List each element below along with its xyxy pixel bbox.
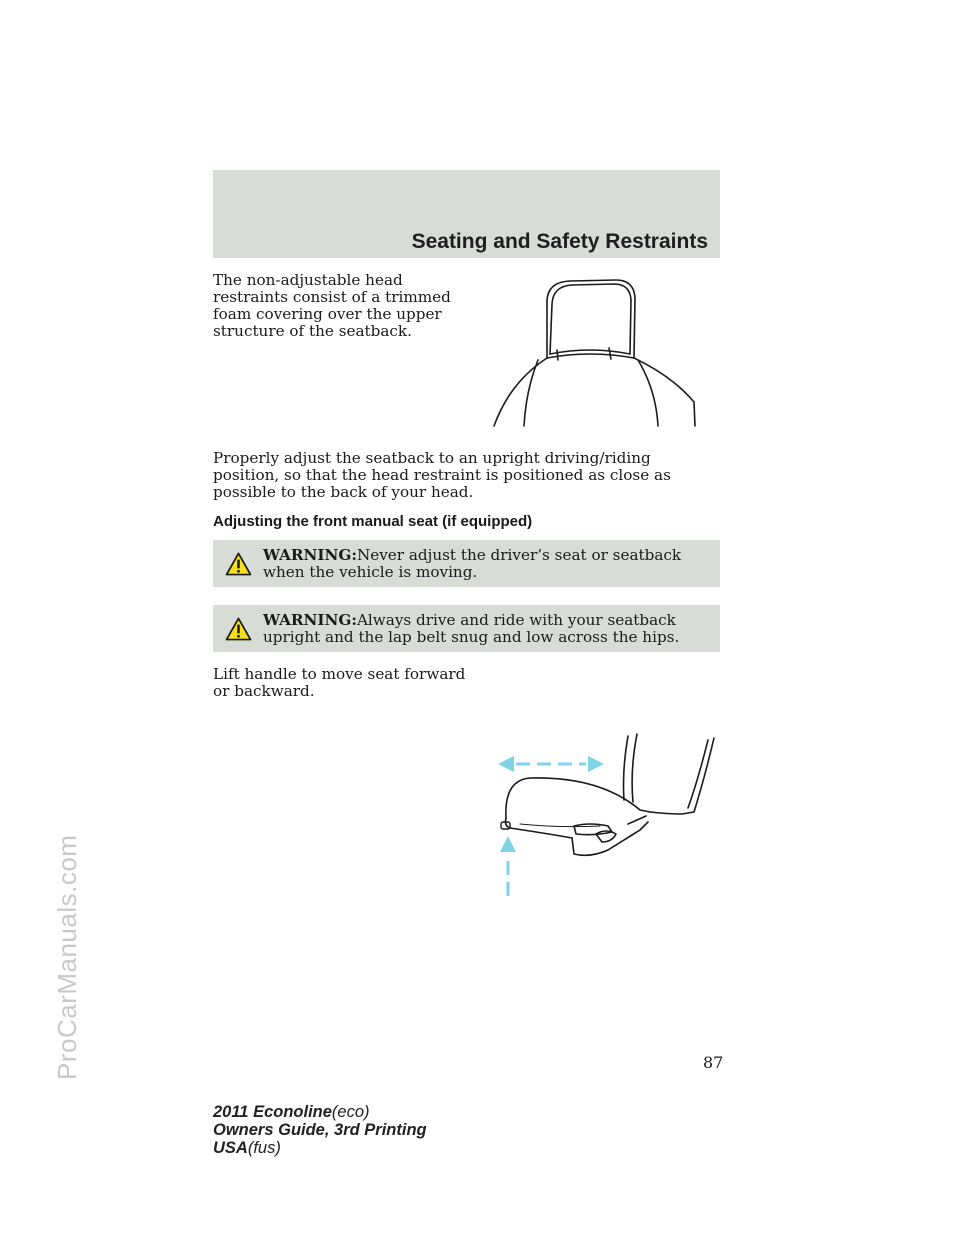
seat-adjust-illustration <box>490 730 720 900</box>
warning-text <box>263 547 713 581</box>
footer-line-model <box>213 1103 427 1121</box>
footer-region: USA <box>213 1139 248 1157</box>
watermark <box>0 0 82 1242</box>
warning-box <box>213 605 720 652</box>
warning-box <box>213 540 720 587</box>
intro-paragraph: The non-adjustable head restraints consist of a trimmed foam covering over the upper structure of the seatback. <box>213 271 451 340</box>
warning-message: Never adjust the driver’s seat or seatback when the vehicle is moving. <box>263 546 682 581</box>
warning-triangle-icon <box>225 552 252 576</box>
section-title: Seating and Safety Restraints <box>411 230 708 253</box>
warning-text <box>263 612 713 646</box>
adjust-paragraph: Properly adjust the seatback to an upright driving/riding position, so that the head restraint is positioned as close as possible to the back of your head. <box>213 449 671 501</box>
subheading: Adjusting the front manual seat (if equipped) <box>213 513 533 530</box>
footer-model-code: (eco) <box>331 1103 370 1121</box>
head-restraint-illustration <box>490 272 720 432</box>
section-header <box>213 170 720 258</box>
page-number: 87 <box>703 1053 724 1072</box>
warning-message: Always drive and ride with your seatback upright and the lap belt snug and low across the hips. <box>263 611 680 646</box>
warning-label: WARNING: <box>263 546 357 564</box>
lift-handle-paragraph: Lift handle to move seat forward or backward. <box>213 665 466 700</box>
footer-region-code: (fus) <box>247 1139 281 1157</box>
footer <box>213 1103 427 1157</box>
watermark-text: ProCarManuals.com <box>52 834 82 1080</box>
footer-guide: Owners Guide, 3rd Printing <box>213 1121 427 1139</box>
footer-model: 2011 Econoline <box>213 1103 332 1121</box>
warning-triangle-icon <box>225 617 252 641</box>
footer-line-region <box>213 1139 427 1157</box>
warning-label: WARNING: <box>263 611 357 629</box>
